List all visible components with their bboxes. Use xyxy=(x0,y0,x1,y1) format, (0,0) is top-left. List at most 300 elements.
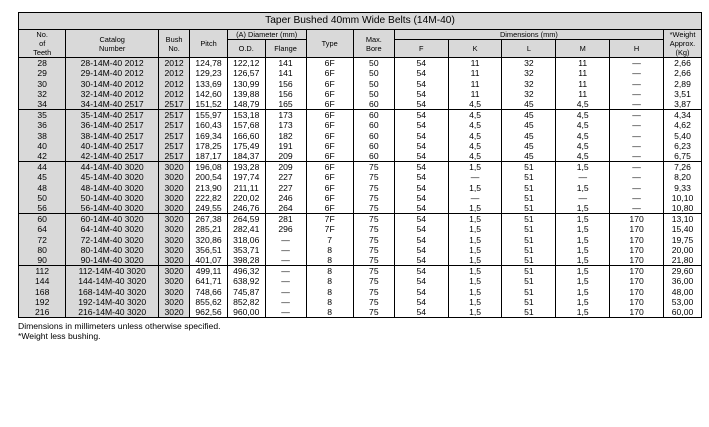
cell-max-bore: 60 xyxy=(353,141,394,151)
cell-flange: 156 xyxy=(265,78,306,88)
cell-dim-f: 54 xyxy=(394,68,448,78)
cell-od: 353,71 xyxy=(227,245,265,255)
cell-pitch: 267,38 xyxy=(190,214,228,225)
cell-teeth: 64 xyxy=(19,224,66,234)
table-row xyxy=(19,172,702,182)
cell-pitch: 133,69 xyxy=(190,78,228,88)
cell-bush-no: 3020 xyxy=(158,266,189,277)
cell-dim-m: 1,5 xyxy=(556,162,610,173)
cell-dim-f: 54 xyxy=(394,307,448,318)
cell-weight: 8,20 xyxy=(664,172,702,182)
cell-teeth: 42 xyxy=(19,151,66,162)
cell-pitch: 151,52 xyxy=(190,99,228,110)
cell-pitch: 155,97 xyxy=(190,110,228,121)
cell-teeth: 168 xyxy=(19,286,66,296)
cell-dim-m: 1,5 xyxy=(556,307,610,318)
cell-max-bore: 75 xyxy=(353,214,394,225)
cell-dim-l: 45 xyxy=(502,141,556,151)
cell-max-bore: 60 xyxy=(353,130,394,140)
cell-od: 197,74 xyxy=(227,172,265,182)
footnotes xyxy=(18,321,221,341)
cell-type: 7F xyxy=(306,224,353,234)
cell-dim-l: 45 xyxy=(502,110,556,121)
cell-dim-h: — xyxy=(610,193,664,203)
cell-dim-f: 54 xyxy=(394,162,448,173)
cell-dim-f: 54 xyxy=(394,193,448,203)
cell-dim-k: 1,5 xyxy=(448,286,502,296)
cell-teeth: 29 xyxy=(19,68,66,78)
cell-type: 8 xyxy=(306,286,353,296)
table-row xyxy=(19,78,702,88)
cell-dim-l: 51 xyxy=(502,162,556,173)
cell-bush-no: 2012 xyxy=(158,89,189,99)
cell-dim-l: 51 xyxy=(502,245,556,255)
cell-type: 6F xyxy=(306,99,353,110)
cell-teeth: 90 xyxy=(19,255,66,266)
cell-type: 6F xyxy=(306,151,353,162)
cell-pitch: 124,78 xyxy=(190,58,228,69)
header-flange: Flange xyxy=(265,40,306,58)
cell-dim-f: 54 xyxy=(394,224,448,234)
cell-dim-k: 4,5 xyxy=(448,99,502,110)
cell-type: 6F xyxy=(306,120,353,130)
cell-dim-m: 1,5 xyxy=(556,182,610,192)
table-row xyxy=(19,245,702,255)
cell-max-bore: 75 xyxy=(353,286,394,296)
footnote-units: Dimensions in millimeters unless otherwise specified. xyxy=(18,321,221,331)
table-row xyxy=(19,141,702,151)
cell-flange: — xyxy=(265,286,306,296)
cell-pitch: 169,34 xyxy=(190,130,228,140)
cell-type: 8 xyxy=(306,255,353,266)
table-row xyxy=(19,99,702,110)
cell-pitch: 178,25 xyxy=(190,141,228,151)
cell-dim-l: 51 xyxy=(502,214,556,225)
cell-teeth: 32 xyxy=(19,89,66,99)
cell-dim-k: 11 xyxy=(448,89,502,99)
cell-bush-no: 3020 xyxy=(158,214,189,225)
cell-dim-m: 4,5 xyxy=(556,151,610,162)
cell-bush-no: 3020 xyxy=(158,297,189,307)
cell-catalog-number: 44-14M-40 3020 xyxy=(66,162,159,173)
cell-pitch: 213,90 xyxy=(190,182,228,192)
cell-dim-l: 32 xyxy=(502,58,556,69)
cell-dim-m: 1,5 xyxy=(556,214,610,225)
table-row xyxy=(19,286,702,296)
cell-max-bore: 75 xyxy=(353,276,394,286)
cell-max-bore: 75 xyxy=(353,203,394,214)
cell-catalog-number: 32-14M-40 2012 xyxy=(66,89,159,99)
cell-pitch: 142,60 xyxy=(190,89,228,99)
cell-catalog-number: 36-14M-40 2517 xyxy=(66,120,159,130)
cell-dim-k: 1,5 xyxy=(448,203,502,214)
cell-weight: 15,40 xyxy=(664,224,702,234)
cell-catalog-number: 112-14M-40 3020 xyxy=(66,266,159,277)
cell-type: 6F xyxy=(306,78,353,88)
cell-od: 960,00 xyxy=(227,307,265,318)
cell-flange: 246 xyxy=(265,193,306,203)
cell-dim-f: 54 xyxy=(394,78,448,88)
cell-flange: 156 xyxy=(265,89,306,99)
cell-catalog-number: 29-14M-40 2012 xyxy=(66,68,159,78)
cell-dim-m: 4,5 xyxy=(556,99,610,110)
cell-od: 148,79 xyxy=(227,99,265,110)
cell-dim-f: 54 xyxy=(394,151,448,162)
cell-teeth: 80 xyxy=(19,245,66,255)
table-row xyxy=(19,234,702,244)
cell-bush-no: 2517 xyxy=(158,130,189,140)
cell-weight: 5,40 xyxy=(664,130,702,140)
cell-catalog-number: 50-14M-40 3020 xyxy=(66,193,159,203)
cell-type: 8 xyxy=(306,276,353,286)
cell-pitch: 160,43 xyxy=(190,120,228,130)
cell-max-bore: 60 xyxy=(353,120,394,130)
cell-weight: 20,00 xyxy=(664,245,702,255)
table-row xyxy=(19,307,702,318)
cell-pitch: 356,51 xyxy=(190,245,228,255)
cell-type: 6F xyxy=(306,141,353,151)
header-dim-m: M xyxy=(556,40,610,58)
cell-dim-l: 45 xyxy=(502,120,556,130)
cell-dim-f: 54 xyxy=(394,276,448,286)
cell-type: 6F xyxy=(306,172,353,182)
cell-dim-m: 4,5 xyxy=(556,130,610,140)
cell-weight: 10,10 xyxy=(664,193,702,203)
cell-type: 7F xyxy=(306,214,353,225)
cell-bush-no: 3020 xyxy=(158,203,189,214)
cell-type: 8 xyxy=(306,307,353,318)
header-dim-l: L xyxy=(502,40,556,58)
cell-teeth: 44 xyxy=(19,162,66,173)
cell-dim-m: — xyxy=(556,172,610,182)
cell-teeth: 28 xyxy=(19,58,66,69)
header-no-teeth: No. of Teeth xyxy=(19,30,66,58)
cell-max-bore: 50 xyxy=(353,89,394,99)
cell-flange: 173 xyxy=(265,120,306,130)
cell-dim-h: — xyxy=(610,130,664,140)
cell-weight: 13,10 xyxy=(664,214,702,225)
cell-catalog-number: 144-14M-40 3020 xyxy=(66,276,159,286)
cell-teeth: 60 xyxy=(19,214,66,225)
cell-dim-m: 1,5 xyxy=(556,286,610,296)
header-od: O.D. xyxy=(227,40,265,58)
cell-pitch: 222,82 xyxy=(190,193,228,203)
cell-pitch: 748,66 xyxy=(190,286,228,296)
cell-max-bore: 60 xyxy=(353,99,394,110)
cell-max-bore: 75 xyxy=(353,182,394,192)
cell-od: 246,76 xyxy=(227,203,265,214)
cell-type: 6F xyxy=(306,203,353,214)
cell-od: 638,92 xyxy=(227,276,265,286)
cell-catalog-number: 34-14M-40 2517 xyxy=(66,99,159,110)
cell-catalog-number: 56-14M-40 3020 xyxy=(66,203,159,214)
cell-dim-k: 1,5 xyxy=(448,234,502,244)
table-row xyxy=(19,110,702,121)
cell-catalog-number: 35-14M-40 2517 xyxy=(66,110,159,121)
cell-od: 211,11 xyxy=(227,182,265,192)
cell-dim-l: 51 xyxy=(502,224,556,234)
cell-od: 318,06 xyxy=(227,234,265,244)
cell-weight: 6,23 xyxy=(664,141,702,151)
cell-dim-h: 170 xyxy=(610,266,664,277)
cell-flange: 227 xyxy=(265,172,306,182)
cell-max-bore: 60 xyxy=(353,110,394,121)
cell-weight: 60,00 xyxy=(664,307,702,318)
cell-dim-m: 1,5 xyxy=(556,266,610,277)
cell-type: 7 xyxy=(306,234,353,244)
cell-od: 184,37 xyxy=(227,151,265,162)
cell-max-bore: 75 xyxy=(353,255,394,266)
cell-dim-k: 1,5 xyxy=(448,266,502,277)
cell-dim-m: 1,5 xyxy=(556,203,610,214)
cell-dim-f: 54 xyxy=(394,297,448,307)
cell-weight: 53,00 xyxy=(664,297,702,307)
cell-dim-m: 4,5 xyxy=(556,141,610,151)
footnote-weight: *Weight less bushing. xyxy=(18,331,101,341)
cell-od: 264,59 xyxy=(227,214,265,225)
cell-dim-f: 54 xyxy=(394,110,448,121)
cell-bush-no: 2012 xyxy=(158,78,189,88)
cell-dim-h: — xyxy=(610,99,664,110)
cell-dim-h: 170 xyxy=(610,224,664,234)
header-type: Type xyxy=(306,30,353,58)
cell-max-bore: 60 xyxy=(353,151,394,162)
header-dim-h: H xyxy=(610,40,664,58)
cell-teeth: 35 xyxy=(19,110,66,121)
cell-dim-m: 1,5 xyxy=(556,224,610,234)
cell-dim-f: 54 xyxy=(394,141,448,151)
cell-pitch: 641,71 xyxy=(190,276,228,286)
cell-dim-h: — xyxy=(610,162,664,173)
cell-dim-l: 51 xyxy=(502,182,556,192)
table-title: Taper Bushed 40mm Wide Belts (14M-40) xyxy=(19,13,702,30)
cell-type: 6F xyxy=(306,58,353,69)
cell-dim-l: 45 xyxy=(502,130,556,140)
cell-dim-f: 54 xyxy=(394,255,448,266)
cell-weight: 2,89 xyxy=(664,78,702,88)
cell-dim-h: — xyxy=(610,78,664,88)
cell-od: 220,02 xyxy=(227,193,265,203)
cell-dim-l: 51 xyxy=(502,234,556,244)
cell-dim-f: 54 xyxy=(394,89,448,99)
cell-max-bore: 75 xyxy=(353,162,394,173)
table-row xyxy=(19,266,702,277)
cell-teeth: 216 xyxy=(19,307,66,318)
cell-od: 193,28 xyxy=(227,162,265,173)
cell-dim-m: 1,5 xyxy=(556,245,610,255)
spec-sheet xyxy=(18,12,702,318)
cell-type: 6F xyxy=(306,130,353,140)
cell-dim-k: — xyxy=(448,172,502,182)
cell-dim-h: — xyxy=(610,151,664,162)
cell-bush-no: 3020 xyxy=(158,307,189,318)
table-row xyxy=(19,58,702,69)
cell-flange: — xyxy=(265,307,306,318)
cell-dim-k: — xyxy=(448,193,502,203)
header-diameter-group: (A) Diameter (mm) xyxy=(227,30,306,40)
cell-od: 282,41 xyxy=(227,224,265,234)
cell-max-bore: 50 xyxy=(353,78,394,88)
cell-max-bore: 75 xyxy=(353,193,394,203)
cell-dim-h: 170 xyxy=(610,255,664,266)
table-row xyxy=(19,255,702,266)
cell-dim-l: 32 xyxy=(502,89,556,99)
cell-bush-no: 2517 xyxy=(158,99,189,110)
cell-teeth: 192 xyxy=(19,297,66,307)
cell-weight: 29,60 xyxy=(664,266,702,277)
cell-catalog-number: 60-14M-40 3020 xyxy=(66,214,159,225)
cell-od: 153,18 xyxy=(227,110,265,121)
table-row xyxy=(19,276,702,286)
belt-spec-table xyxy=(18,12,702,318)
table-row xyxy=(19,193,702,203)
header-catalog-number: Catalog Number xyxy=(66,30,159,58)
cell-dim-m: 4,5 xyxy=(556,120,610,130)
cell-max-bore: 50 xyxy=(353,68,394,78)
cell-bush-no: 2517 xyxy=(158,151,189,162)
cell-catalog-number: 72-14M-40 3020 xyxy=(66,234,159,244)
cell-flange: — xyxy=(265,245,306,255)
cell-dim-l: 51 xyxy=(502,307,556,318)
cell-dim-k: 11 xyxy=(448,58,502,69)
cell-dim-h: 170 xyxy=(610,214,664,225)
cell-dim-k: 4,5 xyxy=(448,141,502,151)
cell-dim-m: 1,5 xyxy=(556,234,610,244)
table-row xyxy=(19,89,702,99)
cell-flange: — xyxy=(265,234,306,244)
cell-pitch: 187,17 xyxy=(190,151,228,162)
cell-flange: — xyxy=(265,276,306,286)
cell-dim-m: 11 xyxy=(556,78,610,88)
cell-catalog-number: 28-14M-40 2012 xyxy=(66,58,159,69)
cell-od: 122,12 xyxy=(227,58,265,69)
cell-teeth: 144 xyxy=(19,276,66,286)
cell-catalog-number: 30-14M-40 2012 xyxy=(66,78,159,88)
cell-type: 6F xyxy=(306,68,353,78)
cell-od: 126,57 xyxy=(227,68,265,78)
cell-bush-no: 2517 xyxy=(158,120,189,130)
cell-flange: 141 xyxy=(265,68,306,78)
cell-dim-k: 11 xyxy=(448,68,502,78)
header-pitch: Pitch xyxy=(190,30,228,58)
cell-teeth: 48 xyxy=(19,182,66,192)
header-bush-no: Bush No. xyxy=(158,30,189,58)
cell-bush-no: 2517 xyxy=(158,110,189,121)
cell-dim-h: 170 xyxy=(610,234,664,244)
cell-bush-no: 3020 xyxy=(158,193,189,203)
cell-dim-l: 51 xyxy=(502,172,556,182)
cell-dim-m: 11 xyxy=(556,58,610,69)
cell-od: 496,32 xyxy=(227,266,265,277)
cell-type: 8 xyxy=(306,266,353,277)
cell-weight: 3,51 xyxy=(664,89,702,99)
cell-bush-no: 2012 xyxy=(158,58,189,69)
cell-teeth: 72 xyxy=(19,234,66,244)
cell-weight: 2,66 xyxy=(664,58,702,69)
cell-dim-k: 1,5 xyxy=(448,276,502,286)
cell-dim-l: 32 xyxy=(502,68,556,78)
cell-dim-f: 54 xyxy=(394,172,448,182)
table-row xyxy=(19,120,702,130)
cell-catalog-number: 45-14M-40 3020 xyxy=(66,172,159,182)
table-row xyxy=(19,68,702,78)
cell-max-bore: 75 xyxy=(353,234,394,244)
cell-catalog-number: 192-14M-40 3020 xyxy=(66,297,159,307)
cell-bush-no: 3020 xyxy=(158,276,189,286)
table-row xyxy=(19,151,702,162)
cell-type: 6F xyxy=(306,193,353,203)
cell-bush-no: 2012 xyxy=(158,68,189,78)
cell-flange: — xyxy=(265,255,306,266)
cell-teeth: 30 xyxy=(19,78,66,88)
cell-catalog-number: 80-14M-40 3020 xyxy=(66,245,159,255)
cell-weight: 3,87 xyxy=(664,99,702,110)
cell-dim-k: 1,5 xyxy=(448,307,502,318)
cell-dim-k: 1,5 xyxy=(448,297,502,307)
cell-weight: 4,34 xyxy=(664,110,702,121)
cell-dim-f: 54 xyxy=(394,214,448,225)
cell-catalog-number: 42-14M-40 2517 xyxy=(66,151,159,162)
cell-dim-k: 1,5 xyxy=(448,255,502,266)
cell-bush-no: 3020 xyxy=(158,162,189,173)
cell-dim-l: 51 xyxy=(502,203,556,214)
cell-od: 852,82 xyxy=(227,297,265,307)
cell-od: 745,87 xyxy=(227,286,265,296)
cell-flange: 227 xyxy=(265,182,306,192)
cell-dim-m: — xyxy=(556,193,610,203)
cell-flange: 296 xyxy=(265,224,306,234)
cell-bush-no: 3020 xyxy=(158,245,189,255)
cell-pitch: 285,21 xyxy=(190,224,228,234)
cell-dim-h: — xyxy=(610,68,664,78)
cell-flange: 209 xyxy=(265,151,306,162)
cell-teeth: 38 xyxy=(19,130,66,140)
cell-max-bore: 50 xyxy=(353,58,394,69)
cell-bush-no: 3020 xyxy=(158,224,189,234)
cell-weight: 7,26 xyxy=(664,162,702,173)
cell-teeth: 112 xyxy=(19,266,66,277)
cell-dim-k: 1,5 xyxy=(448,162,502,173)
cell-dim-l: 51 xyxy=(502,266,556,277)
cell-od: 130,99 xyxy=(227,78,265,88)
cell-dim-h: — xyxy=(610,172,664,182)
cell-bush-no: 2517 xyxy=(158,141,189,151)
cell-teeth: 40 xyxy=(19,141,66,151)
cell-dim-f: 54 xyxy=(394,245,448,255)
cell-teeth: 34 xyxy=(19,99,66,110)
cell-flange: 264 xyxy=(265,203,306,214)
cell-max-bore: 75 xyxy=(353,266,394,277)
cell-pitch: 855,62 xyxy=(190,297,228,307)
table-row xyxy=(19,162,702,173)
cell-weight: 9,33 xyxy=(664,182,702,192)
header-weight: *Weight Approx. (Kg) xyxy=(664,30,702,58)
cell-dim-k: 4,5 xyxy=(448,110,502,121)
cell-teeth: 56 xyxy=(19,203,66,214)
cell-type: 6F xyxy=(306,182,353,192)
cell-dim-f: 54 xyxy=(394,234,448,244)
cell-dim-h: 170 xyxy=(610,276,664,286)
table-row xyxy=(19,214,702,225)
cell-dim-h: — xyxy=(610,203,664,214)
table-row xyxy=(19,297,702,307)
cell-type: 8 xyxy=(306,297,353,307)
cell-catalog-number: 40-14M-40 2517 xyxy=(66,141,159,151)
cell-dim-l: 45 xyxy=(502,99,556,110)
cell-flange: — xyxy=(265,266,306,277)
cell-catalog-number: 90-14M-40 3020 xyxy=(66,255,159,266)
cell-dim-f: 54 xyxy=(394,130,448,140)
